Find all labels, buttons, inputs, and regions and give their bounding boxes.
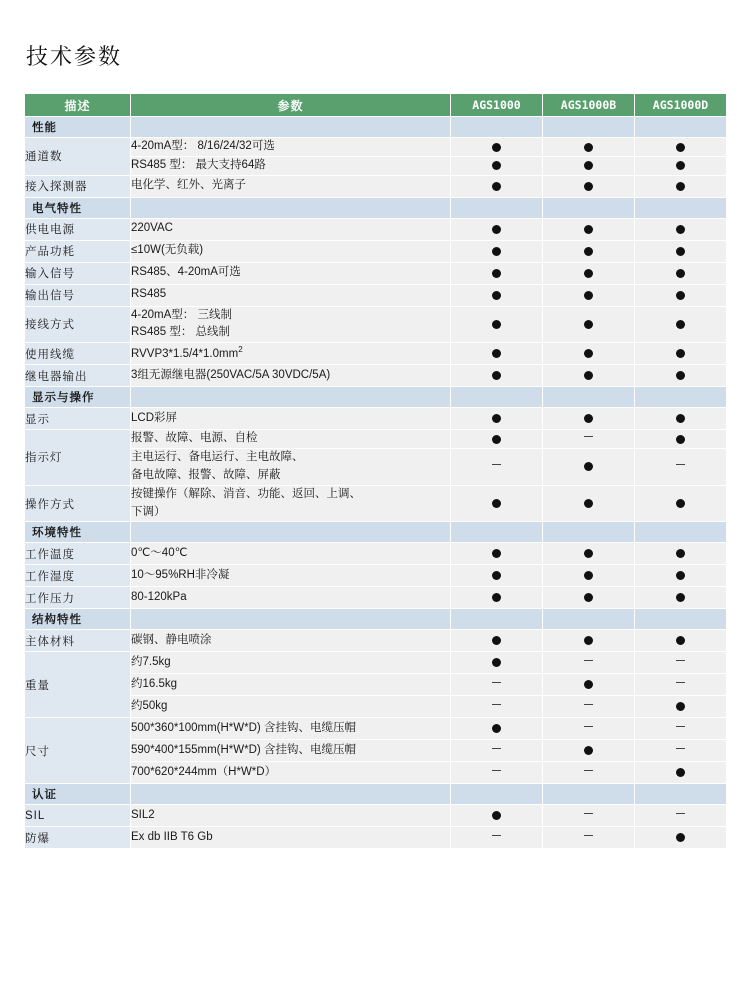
mark-ags1000 [451, 565, 543, 587]
mark-ags1000 [451, 365, 543, 387]
mark-ags1000d [635, 262, 727, 284]
parameter-line: RS485 型： 总线制 [131, 326, 231, 339]
row-parameter [131, 175, 451, 197]
row-description: 产品功耗 [25, 240, 131, 262]
row-description: 工作压力 [25, 587, 131, 609]
row-parameter: 约16.5kg [131, 674, 451, 696]
mark-ags1000 [451, 449, 543, 486]
not-supported-dash-icon [492, 748, 501, 754]
supported-dot-icon [676, 702, 685, 711]
parameter-line: 碳钢、静电喷涂 [131, 633, 212, 646]
mark-ags1000b [543, 805, 635, 827]
row-description: 工作温度 [25, 543, 131, 565]
supported-dot-icon [676, 320, 685, 329]
supported-dot-icon [676, 636, 685, 645]
table-row [25, 430, 727, 449]
supported-dot-icon [584, 680, 593, 689]
section-blank-cell [635, 117, 727, 138]
table-row [25, 449, 727, 486]
supported-dot-icon [492, 811, 501, 820]
header-model-ags1000: AGS1000 [451, 94, 543, 117]
supported-dot-icon [492, 499, 501, 508]
section-blank-cell [543, 609, 635, 630]
supported-dot-icon [584, 143, 593, 152]
mark-ags1000 [451, 805, 543, 827]
table-row [25, 587, 727, 609]
table-row [25, 408, 727, 430]
mark-ags1000 [451, 696, 543, 718]
row-description: 显示 [25, 408, 131, 430]
mark-ags1000 [451, 827, 543, 849]
mark-ags1000 [451, 138, 543, 157]
supported-dot-icon [584, 593, 593, 602]
supported-dot-icon [584, 291, 593, 300]
supported-dot-icon [492, 435, 501, 444]
supported-dot-icon [584, 414, 593, 423]
row-description: 防爆 [25, 827, 131, 849]
mark-ags1000 [451, 218, 543, 240]
mark-ags1000 [451, 718, 543, 740]
supported-dot-icon [676, 247, 685, 256]
supported-dot-icon [676, 371, 685, 380]
mark-ags1000d [635, 565, 727, 587]
section-blank-cell [543, 117, 635, 138]
header-model-ags1000d: AGS1000D [635, 94, 727, 117]
mark-ags1000b [543, 284, 635, 306]
parameter-line: 按键操作（解除、消音、功能、返回、上调、 [131, 487, 361, 500]
mark-ags1000b [543, 485, 635, 522]
row-parameter [131, 156, 451, 175]
supported-dot-icon [676, 571, 685, 580]
row-description: 输入信号 [25, 262, 131, 284]
supported-dot-icon [676, 291, 685, 300]
mark-ags1000 [451, 740, 543, 762]
mark-ags1000 [451, 543, 543, 565]
mark-ags1000b [543, 408, 635, 430]
section-label: 显示与操作 [25, 387, 131, 408]
not-supported-dash-icon [676, 660, 685, 666]
section-blank-cell [543, 522, 635, 543]
row-description: 工作湿度 [25, 565, 131, 587]
supported-dot-icon [492, 143, 501, 152]
mark-ags1000 [451, 343, 543, 365]
not-supported-dash-icon [492, 464, 501, 470]
row-parameter [131, 408, 451, 430]
table-row [25, 740, 727, 762]
supported-dot-icon [676, 435, 685, 444]
supported-dot-icon [492, 225, 501, 234]
supported-dot-icon [492, 636, 501, 645]
parameter-line: 报警、故障、电源、自检 [131, 432, 258, 445]
section-blank-cell [131, 784, 451, 805]
row-parameter: 700*620*244mm（H*W*D） [131, 762, 451, 784]
table-row [25, 762, 727, 784]
mark-ags1000d [635, 587, 727, 609]
section-label: 电气特性 [25, 197, 131, 218]
supported-dot-icon [676, 349, 685, 358]
supported-dot-icon [676, 414, 685, 423]
supported-dot-icon [584, 349, 593, 358]
table-row [25, 240, 727, 262]
not-supported-dash-icon [584, 813, 593, 819]
supported-dot-icon [492, 549, 501, 558]
header-desc: 描述 [25, 94, 131, 117]
mark-ags1000d [635, 652, 727, 674]
mark-ags1000d [635, 240, 727, 262]
section-blank-cell [635, 522, 727, 543]
table-row [25, 175, 727, 197]
mark-ags1000d [635, 408, 727, 430]
table-row [25, 565, 727, 587]
table-row [25, 805, 727, 827]
mark-ags1000d [635, 365, 727, 387]
section-blank-cell [131, 609, 451, 630]
mark-ags1000b [543, 262, 635, 284]
mark-ags1000b [543, 696, 635, 718]
supported-dot-icon [492, 291, 501, 300]
section-label: 环境特性 [25, 522, 131, 543]
supported-dot-icon [676, 182, 685, 191]
mark-ags1000d [635, 430, 727, 449]
table-row [25, 718, 727, 740]
section-blank-cell [543, 784, 635, 805]
parameter-line: ≤10W(无负载) [131, 244, 204, 257]
supported-dot-icon [584, 636, 593, 645]
mark-ags1000d [635, 485, 727, 522]
section-blank-cell [131, 117, 451, 138]
row-parameter [131, 827, 451, 849]
mark-ags1000b [543, 430, 635, 449]
header-param: 参数 [131, 94, 451, 117]
mark-ags1000d [635, 449, 727, 486]
mark-ags1000 [451, 430, 543, 449]
section-blank-cell [451, 117, 543, 138]
mark-ags1000b [543, 718, 635, 740]
supported-dot-icon [584, 746, 593, 755]
header-model-ags1000b: AGS1000B [543, 94, 635, 117]
mark-ags1000d [635, 175, 727, 197]
table-body [25, 117, 727, 849]
supported-dot-icon [492, 349, 501, 358]
not-supported-dash-icon [676, 748, 685, 754]
parameter-line: 0℃～40℃ [131, 546, 188, 559]
section-blank-cell [451, 784, 543, 805]
section-blank-cell [131, 197, 451, 218]
parameter-line: 3组无源继电器(250VAC/5A 30VDC/5A) [131, 368, 331, 381]
table-row [25, 218, 727, 240]
table-row [25, 485, 727, 522]
mark-ags1000b [543, 240, 635, 262]
supported-dot-icon [584, 182, 593, 191]
mark-ags1000d [635, 740, 727, 762]
row-parameter [131, 262, 451, 284]
supported-dot-icon [676, 593, 685, 602]
table-row [25, 365, 727, 387]
section-blank-cell [635, 387, 727, 408]
mark-ags1000b [543, 740, 635, 762]
supported-dot-icon [492, 414, 501, 423]
mark-ags1000d [635, 156, 727, 175]
supported-dot-icon [584, 161, 593, 170]
supported-dot-icon [584, 225, 593, 234]
supported-dot-icon [492, 371, 501, 380]
supported-dot-icon [584, 549, 593, 558]
supported-dot-icon [492, 571, 501, 580]
parameter-line: RS485 [131, 288, 167, 301]
section-blank-cell [543, 197, 635, 218]
section-header-row [25, 117, 727, 138]
mark-ags1000 [451, 485, 543, 522]
parameter-line: 4-20mA型： 8/16/24/32可选 [131, 140, 275, 152]
mark-ags1000d [635, 306, 727, 343]
section-label: 结构特性 [25, 609, 131, 630]
mark-ags1000 [451, 175, 543, 197]
parameter-line: 电化学、红外、光离子 [131, 179, 246, 192]
row-description: 尺寸 [25, 718, 131, 784]
mark-ags1000d [635, 827, 727, 849]
row-parameter [131, 284, 451, 306]
parameter-line: Ex db IIB T6 Gb [131, 830, 213, 843]
supported-dot-icon [676, 768, 685, 777]
supported-dot-icon [584, 571, 593, 580]
table-row [25, 343, 727, 365]
row-parameter: 约50kg [131, 696, 451, 718]
row-parameter: 约7.5kg [131, 652, 451, 674]
not-supported-dash-icon [584, 835, 593, 841]
row-description: 输出信号 [25, 284, 131, 306]
table-header-row [25, 94, 727, 117]
mark-ags1000d [635, 138, 727, 157]
section-header-row [25, 522, 727, 543]
mark-ags1000b [543, 343, 635, 365]
mark-ags1000 [451, 306, 543, 343]
table-row [25, 543, 727, 565]
parameter-line: $RVVP3*1.5/4*1.0mm^2$ [131, 344, 243, 360]
not-supported-dash-icon [584, 770, 593, 776]
not-supported-dash-icon [584, 436, 593, 442]
mark-ags1000 [451, 240, 543, 262]
supported-dot-icon [584, 462, 593, 471]
supported-dot-icon [492, 161, 501, 170]
parameter-line: 220VAC [131, 222, 173, 235]
supported-dot-icon [584, 269, 593, 278]
section-header-row [25, 784, 727, 805]
row-description: 继电器输出 [25, 365, 131, 387]
row-parameter: 500*360*100mm(H*W*D) 含挂钩、电缆压帽 [131, 718, 451, 740]
row-description: 供电电源 [25, 218, 131, 240]
table-row [25, 652, 727, 674]
not-supported-dash-icon [676, 464, 685, 470]
row-description: 接线方式 [25, 306, 131, 343]
row-description: 指示灯 [25, 430, 131, 485]
section-blank-cell [131, 387, 451, 408]
section-header-row [25, 197, 727, 218]
mark-ags1000b [543, 652, 635, 674]
not-supported-dash-icon [584, 704, 593, 710]
not-supported-dash-icon [492, 682, 501, 688]
mark-ags1000b [543, 218, 635, 240]
section-blank-cell [635, 197, 727, 218]
mark-ags1000b [543, 543, 635, 565]
mark-ags1000b [543, 175, 635, 197]
table-row [25, 827, 727, 849]
parameter-line: RS485 型： 最大支持64路 [131, 158, 266, 171]
supported-dot-icon [492, 658, 501, 667]
supported-dot-icon [676, 225, 685, 234]
not-supported-dash-icon [584, 726, 593, 732]
supported-dot-icon [492, 593, 501, 602]
row-parameter [131, 138, 451, 157]
parameter-line: 主电运行、备电运行、主电故障、 [131, 451, 304, 464]
mark-ags1000b [543, 449, 635, 486]
supported-dot-icon [492, 320, 501, 329]
row-description: SIL [25, 805, 131, 827]
section-blank-cell [543, 387, 635, 408]
parameter-line: 下调） [131, 505, 166, 518]
mark-ags1000 [451, 762, 543, 784]
not-supported-dash-icon [492, 770, 501, 776]
row-description: 重量 [25, 652, 131, 718]
not-supported-dash-icon [492, 835, 501, 841]
row-description: 操作方式 [25, 485, 131, 522]
not-supported-dash-icon [676, 726, 685, 732]
section-blank-cell [451, 609, 543, 630]
row-parameter [131, 365, 451, 387]
mark-ags1000 [451, 156, 543, 175]
supported-dot-icon [492, 269, 501, 278]
row-parameter [131, 543, 451, 565]
table-row [25, 284, 727, 306]
parameter-line: SIL2 [131, 808, 155, 821]
section-label: 性能 [25, 117, 131, 138]
supported-dot-icon [676, 833, 685, 842]
spec-table [24, 93, 727, 849]
mark-ags1000d [635, 718, 727, 740]
mark-ags1000b [543, 827, 635, 849]
mark-ags1000b [543, 156, 635, 175]
row-parameter [131, 565, 451, 587]
row-description: 使用线缆 [25, 343, 131, 365]
mark-ags1000 [451, 674, 543, 696]
supported-dot-icon [584, 247, 593, 256]
mark-ags1000 [451, 262, 543, 284]
supported-dot-icon [492, 182, 501, 191]
section-label: 认证 [25, 784, 131, 805]
supported-dot-icon [492, 247, 501, 256]
mark-ags1000b [543, 138, 635, 157]
row-description: 接入探测器 [25, 175, 131, 197]
mark-ags1000b [543, 674, 635, 696]
row-parameter [131, 343, 451, 365]
mark-ags1000b [543, 630, 635, 652]
section-blank-cell [635, 784, 727, 805]
section-header-row [25, 609, 727, 630]
table-row [25, 696, 727, 718]
row-parameter [131, 218, 451, 240]
section-header-row [25, 387, 727, 408]
mark-ags1000d [635, 284, 727, 306]
mark-ags1000d [635, 805, 727, 827]
section-blank-cell [131, 522, 451, 543]
mark-ags1000d [635, 630, 727, 652]
table-row [25, 156, 727, 175]
mark-ags1000b [543, 306, 635, 343]
mark-ags1000 [451, 587, 543, 609]
mark-ags1000 [451, 652, 543, 674]
mark-ags1000b [543, 762, 635, 784]
mark-ags1000d [635, 218, 727, 240]
row-parameter [131, 630, 451, 652]
section-blank-cell [451, 387, 543, 408]
row-parameter [131, 587, 451, 609]
section-blank-cell [635, 609, 727, 630]
row-parameter: 590*400*155mm(H*W*D) 含挂钩、电缆压帽 [131, 740, 451, 762]
row-description: 通道数 [25, 138, 131, 176]
mark-ags1000b [543, 365, 635, 387]
row-parameter [131, 430, 451, 449]
mark-ags1000d [635, 762, 727, 784]
not-supported-dash-icon [492, 704, 501, 710]
table-row [25, 138, 727, 157]
parameter-line: LCD彩屏 [131, 411, 178, 424]
not-supported-dash-icon [676, 813, 685, 819]
supported-dot-icon [676, 549, 685, 558]
page-title: 技术参数 [26, 45, 123, 70]
mark-ags1000d [635, 343, 727, 365]
parameter-line: 80-120kPa [131, 590, 187, 603]
mark-ags1000b [543, 587, 635, 609]
supported-dot-icon [676, 499, 685, 508]
row-parameter [131, 240, 451, 262]
table-row [25, 262, 727, 284]
mark-ags1000 [451, 284, 543, 306]
supported-dot-icon [676, 143, 685, 152]
supported-dot-icon [584, 320, 593, 329]
mark-ags1000b [543, 565, 635, 587]
supported-dot-icon [584, 371, 593, 380]
section-blank-cell [451, 197, 543, 218]
mark-ags1000d [635, 543, 727, 565]
row-description: 主体材料 [25, 630, 131, 652]
row-parameter [131, 306, 451, 343]
supported-dot-icon [492, 724, 501, 733]
supported-dot-icon [676, 161, 685, 170]
mark-ags1000 [451, 408, 543, 430]
row-parameter [131, 449, 451, 486]
parameter-line: 10～95%RH非冷凝 [131, 568, 230, 581]
row-parameter [131, 485, 451, 522]
mark-ags1000d [635, 696, 727, 718]
table-header [25, 94, 727, 117]
parameter-line: 4-20mA型： 三线制 [131, 308, 232, 321]
mark-ags1000d [635, 674, 727, 696]
parameter-line: 备电故障、报警、故障、屏蔽 [131, 468, 281, 481]
supported-dot-icon [676, 269, 685, 278]
parameter-line: RS485、4-20mA可选 [131, 266, 241, 279]
section-blank-cell [451, 522, 543, 543]
row-parameter [131, 805, 451, 827]
supported-dot-icon [584, 499, 593, 508]
table-row [25, 630, 727, 652]
mark-ags1000 [451, 630, 543, 652]
not-supported-dash-icon [676, 682, 685, 688]
table-row [25, 306, 727, 343]
not-supported-dash-icon [584, 660, 593, 666]
table-row [25, 674, 727, 696]
